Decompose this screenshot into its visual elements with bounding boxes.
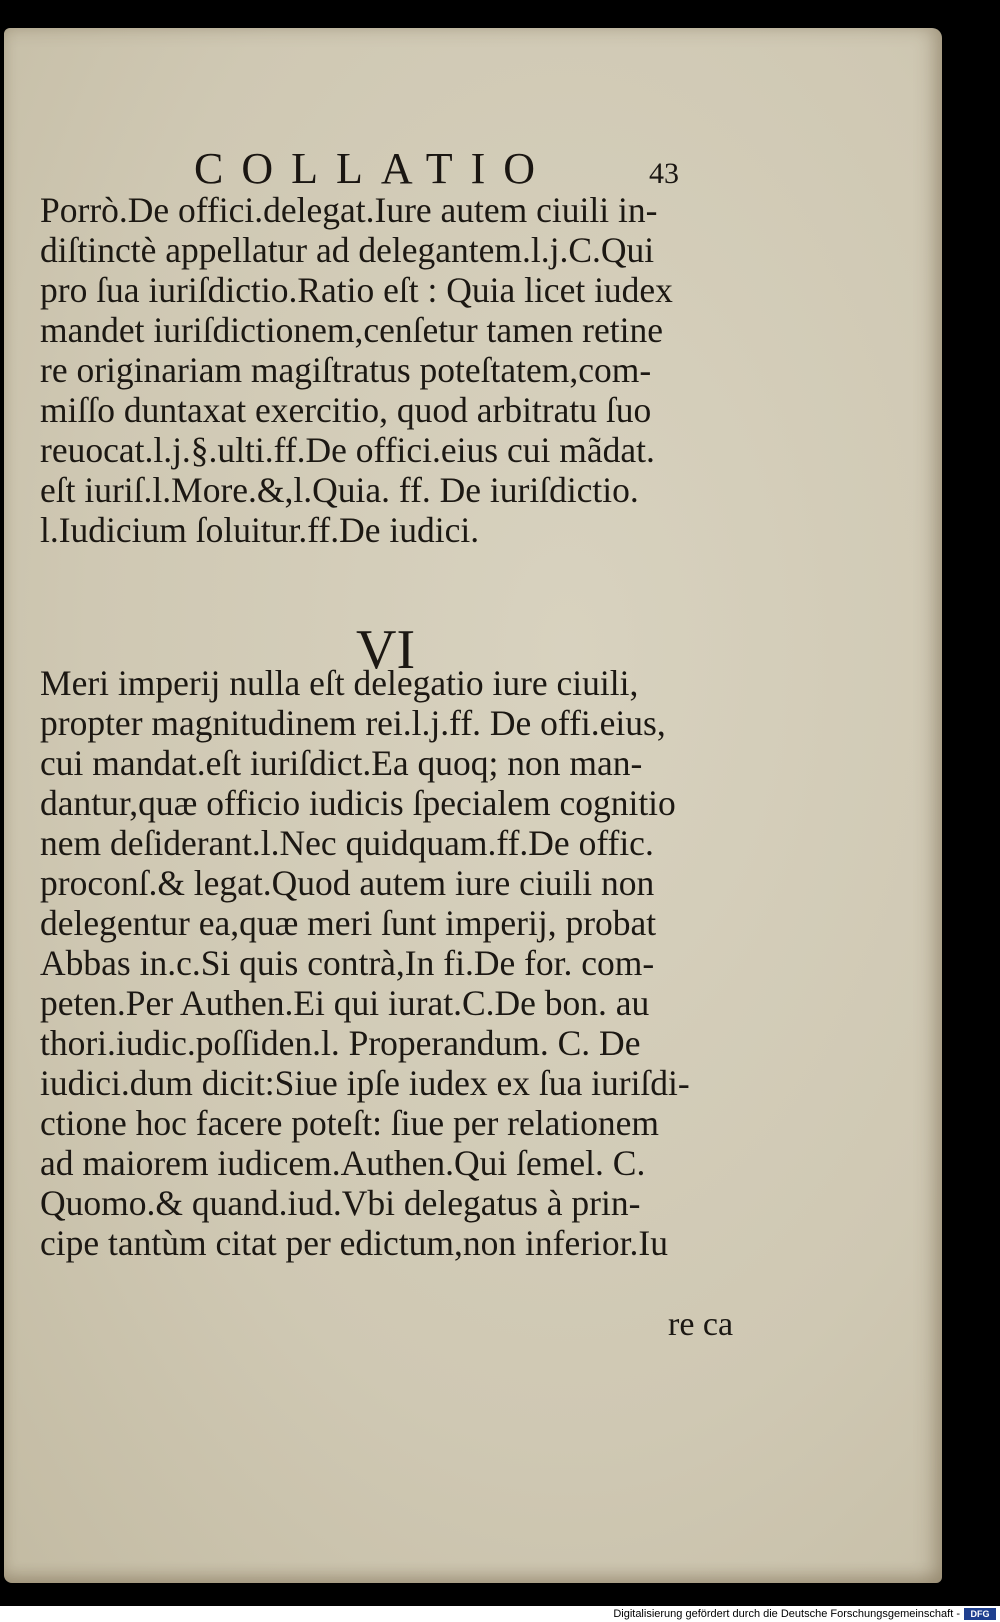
text-line: reuocat.l.j.§.ulti.ff.De offici.eius cui mãdat. xyxy=(40,430,655,470)
text-line: cui mandat.eſt iuriſdict.Ea quoq; non man- xyxy=(40,743,643,783)
text-line: nem deſiderant.l.Nec quidquam.ff.De offic. xyxy=(40,823,654,863)
text-line: ctione hoc facere poteſt: ſiue per relationem xyxy=(40,1103,659,1143)
text-line: miſſo duntaxat exercitio, quod arbitratu ſuo xyxy=(40,390,652,430)
text-line: thori.iudic.poſſiden.l. Properandum. C. De xyxy=(40,1023,641,1063)
text-line: re originariam magiſtratus poteſtatem,com- xyxy=(40,350,652,390)
text-line: ad maiorem iudicem.Authen.Qui ſemel. C. xyxy=(40,1143,646,1183)
digitization-footer xyxy=(0,1606,1000,1622)
text-line: Porrò.De offici.delegat.Iure autem ciuili in- xyxy=(40,190,658,230)
funding-credit: Digitalisierung gefördert durch die Deutsche Forschungsgemeinschaft - xyxy=(613,1608,960,1620)
text-line: mandet iuriſdictionem,cenſetur tamen retine xyxy=(40,310,663,350)
text-line: Abbas in.c.Si quis contrà,In fi.De for. com- xyxy=(40,943,655,983)
text-line: dantur,quæ officio iudicis ſpecialem cognitio xyxy=(40,783,676,823)
text-line: eſt iuriſ.l.More.&,l.Quia. ff. De iuriſdictio. xyxy=(40,470,639,510)
text-line: iudici.dum dicit:Siue ipſe iudex ex ſua iuriſdi- xyxy=(40,1063,690,1103)
catchword: re ca xyxy=(668,1306,734,1343)
dfg-logo-icon: DFG xyxy=(964,1608,996,1620)
paragraph-2 xyxy=(40,663,760,1263)
text-line: l.Iudicium ſoluitur.ff.De iudici. xyxy=(40,510,480,550)
text-line: propter magnitudinem rei.l.j.ff. De offi.eius, xyxy=(40,703,666,743)
paragraph-1 xyxy=(40,190,760,550)
running-title: COLLATIO xyxy=(194,144,554,193)
text-line: Meri imperij nulla eſt delegatio iure ciuili, xyxy=(40,663,639,703)
text-line: delegentur ea,quæ meri ſunt imperij, probat xyxy=(40,903,657,943)
text-line: cipe tantùm citat per edictum,non inferior.Iu xyxy=(40,1223,668,1263)
text-line: peten.Per Authen.Ei qui iurat.C.De bon. au xyxy=(40,983,650,1023)
text-line: diſtinctè appellatur ad delegantem.l.j.C.Qui xyxy=(40,230,655,270)
text-line: Quomo.& quand.iud.Vbi delegatus à prin- xyxy=(40,1183,641,1223)
text-line: pro ſua iuriſdictio.Ratio eſt : Quia licet iudex xyxy=(40,270,673,310)
section-numeral: VI xyxy=(356,619,416,681)
text-line: proconſ.& legat.Quod autem iure ciuili non xyxy=(40,863,655,903)
page-number: 43 xyxy=(649,157,679,190)
book-page xyxy=(4,28,942,1583)
